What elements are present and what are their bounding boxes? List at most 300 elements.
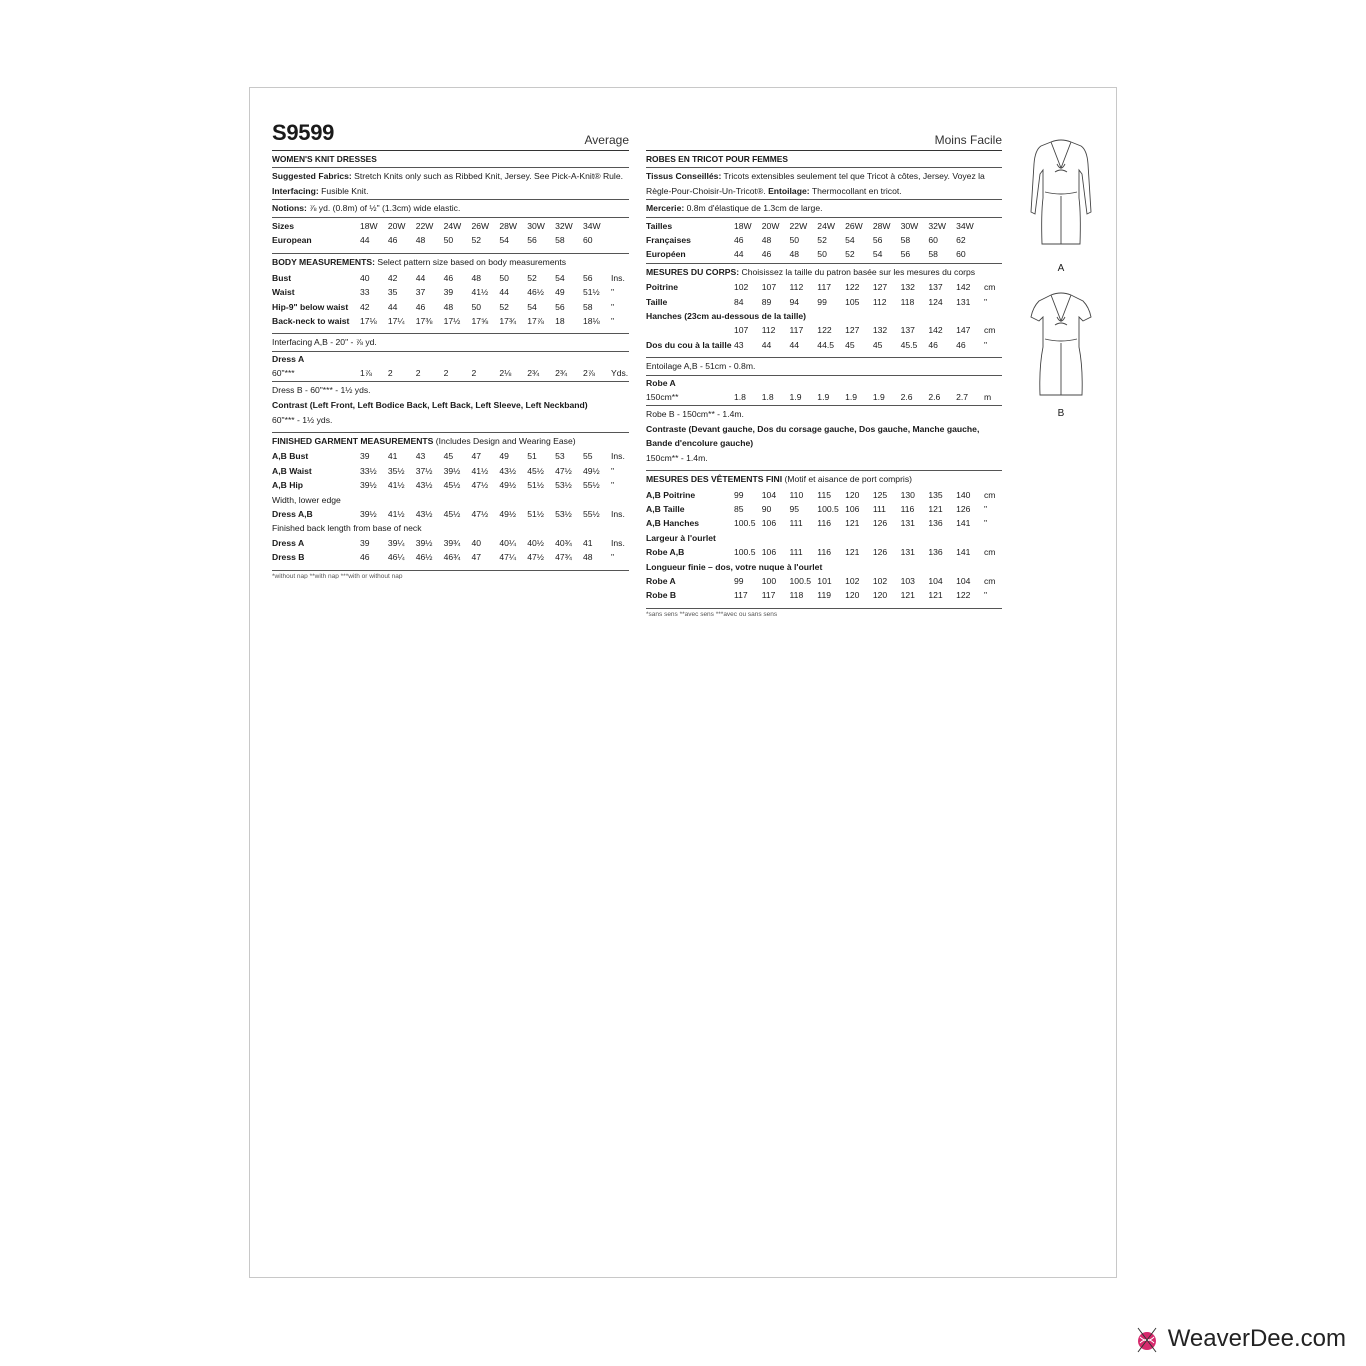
dress-b-sketch	[1021, 287, 1101, 403]
unit-cell: Ins.	[611, 508, 625, 519]
table-cell: 116	[817, 547, 831, 558]
table-cell: 117	[761, 590, 776, 601]
table-cell: 48	[761, 235, 772, 246]
row-label: Robe B	[646, 590, 677, 601]
row-label: Dress B	[272, 552, 305, 563]
table-cell: 131	[900, 547, 915, 558]
unit-cell: Ins.	[611, 451, 625, 462]
table-cell: 45	[872, 339, 883, 350]
table-cell: 43½	[415, 480, 433, 491]
finished-measurements-table-fr	[646, 488, 1002, 531]
yarn-ball-icon	[1132, 1324, 1162, 1354]
table-row	[646, 219, 1002, 233]
table-cell: 46	[443, 272, 454, 283]
table-cell: 47	[471, 552, 482, 563]
table-cell: 47½	[471, 508, 489, 519]
table-row	[646, 545, 1002, 559]
unit-cell: "	[984, 518, 988, 529]
table-cell: 46	[956, 339, 966, 350]
unit-cell: "	[611, 301, 615, 312]
measurement-table	[646, 390, 1002, 404]
header-fr	[646, 88, 1002, 150]
table-cell: 118	[789, 590, 804, 601]
table-cell: 141	[956, 518, 971, 529]
table-cell: 121	[845, 518, 860, 529]
table-cell: 44	[387, 301, 398, 312]
table-row	[646, 338, 1002, 352]
width-label-en: Width, lower edge	[272, 494, 341, 505]
table-row	[646, 295, 1002, 309]
header-en	[272, 88, 629, 150]
width-table-fr	[646, 545, 1002, 559]
table-cell: 136	[928, 518, 943, 529]
table-cell: 127	[872, 282, 888, 293]
row-label: Sizes	[272, 220, 294, 231]
row-label: Bust	[272, 272, 292, 283]
table-cell: 52	[471, 235, 482, 246]
row-label: Back-neck to waist	[272, 316, 350, 327]
table-cell: 17⅞	[527, 316, 544, 327]
measurement-table	[646, 323, 1002, 352]
table-cell: 112	[761, 325, 776, 336]
sketch-a-label: A	[1057, 263, 1065, 274]
table-cell: 117	[817, 282, 831, 293]
contrast-line-fr: Contraste (Devant gauche, Dos du corsage gauche, Dos gauche, Manche gauche, Bande d'encolure gauche)	[646, 423, 980, 449]
table-cell: 100.5	[817, 503, 839, 514]
table-cell: 17⅜	[415, 316, 433, 327]
table-cell: 33	[360, 287, 370, 298]
table-cell: 121	[928, 503, 943, 514]
table-cell: 39½	[443, 465, 461, 476]
table-cell: 2.6	[900, 392, 913, 403]
finished-measurements-heading-en: FINISHED GARMENT MEASUREMENTS (Includes Design and Wearing Ease)	[272, 435, 576, 446]
size-table-en	[272, 218, 629, 249]
notions-fr: Mercerie: 0.8m d'élastique de 1.3cm de large.	[646, 203, 823, 214]
row-label: 60"***	[272, 368, 295, 379]
measurement-table	[646, 488, 1002, 531]
table-row	[272, 536, 629, 550]
table-cell: 35½	[387, 465, 405, 476]
table-cell: 46	[360, 552, 370, 563]
table-cell: 50	[443, 235, 454, 246]
table-cell: 20W	[761, 220, 780, 231]
garment-title-fr: ROBES EN TRICOT POUR FEMMES	[646, 154, 788, 164]
table-cell: 53½	[555, 508, 572, 519]
table-cell: 44	[415, 272, 426, 283]
table-cell: 37½	[415, 465, 433, 476]
unit-cell: cm	[984, 575, 996, 586]
table-cell: 17⅛	[360, 316, 377, 327]
table-cell: 39½	[360, 508, 377, 519]
table-cell: 41	[387, 451, 398, 462]
measurement-table	[272, 219, 629, 248]
table-cell: 58	[928, 249, 938, 260]
table-cell: 102	[734, 282, 749, 293]
table-cell: 89	[761, 296, 772, 307]
table-cell: 118	[900, 296, 915, 307]
table-cell: 30W	[527, 220, 545, 231]
row-label: A,B Bust	[272, 451, 309, 462]
table-cell: 48	[471, 272, 482, 283]
table-cell: 39	[360, 537, 370, 548]
table-cell: 37	[415, 287, 426, 298]
table-row	[272, 550, 629, 564]
table-cell: 44	[360, 235, 370, 246]
table-cell: 120	[845, 590, 860, 601]
table-cell: 101	[817, 575, 832, 586]
unit-cell	[611, 219, 629, 233]
unit-cell: "	[984, 339, 988, 350]
difficulty-level-fr: Moins Facile	[934, 133, 1002, 147]
table-cell: 112	[789, 282, 804, 293]
table-cell: 142	[928, 325, 943, 336]
row-label: A,B Hanches	[646, 518, 700, 529]
table-cell: 137	[900, 325, 915, 336]
table-row	[272, 478, 629, 492]
table-cell: 17¾	[499, 316, 517, 327]
table-cell: 51½	[583, 287, 600, 298]
table-cell: 85	[734, 503, 744, 514]
unit-cell: "	[611, 316, 615, 327]
table-cell: 51½	[527, 508, 544, 519]
table-cell: 104	[956, 575, 971, 586]
table-cell: 131	[956, 296, 971, 307]
table-cell: 54	[872, 249, 883, 260]
table-cell: 46¼	[387, 552, 405, 563]
table-cell: 58	[555, 235, 565, 246]
unit-cell	[984, 233, 1002, 247]
unit-cell: cm	[984, 282, 996, 293]
table-cell: 34W	[956, 220, 974, 231]
table-cell: 50	[817, 249, 827, 260]
table-cell: 58	[583, 301, 593, 312]
table-cell: 130	[900, 489, 915, 500]
table-cell: 126	[872, 547, 888, 558]
table-cell: 46½	[415, 552, 433, 563]
interfacing-line-en: Interfacing A,B - 20" - ⅞ yd.	[272, 337, 377, 348]
unit-cell: cm	[984, 489, 996, 500]
dress-a-yardage-en	[272, 366, 629, 380]
unit-cell: "	[984, 503, 988, 514]
size-table-fr	[646, 218, 1002, 263]
body-measurements-heading-fr: MESURES DU CORPS: Choisissez la taille du patron basée sur les mesures du corps	[646, 266, 976, 277]
table-cell: 60	[956, 249, 966, 260]
table-cell: 2¾	[555, 368, 568, 379]
row-label: Dress A	[272, 537, 305, 548]
suggested-fabrics-en: Suggested Fabrics: Stretch Knits only such as Ribbed Knit, Jersey. See Pick-A-Knit® Rule. Interfacing: Fusible Knit.	[272, 171, 624, 196]
table-cell: 17¼	[387, 316, 405, 327]
table-cell: 2.6	[928, 392, 941, 403]
table-cell: 43	[734, 339, 744, 350]
table-row	[646, 280, 1002, 294]
body-measurements-table-fr	[646, 280, 1002, 309]
table-cell: 103	[900, 575, 915, 586]
notions-en: Notions: ⅞ yd. (0.8m) of ½" (1.3cm) wide elastic.	[272, 203, 461, 214]
unit-cell: Ins.	[611, 272, 625, 283]
table-cell: 51½	[527, 480, 544, 491]
table-cell: 119	[817, 590, 831, 601]
table-cell: 100	[761, 575, 777, 586]
dress-a-sketch	[1021, 134, 1101, 258]
table-cell: 95	[789, 503, 800, 514]
dress-b-line-fr: Robe B - 150cm** - 1.4m.	[646, 408, 744, 419]
table-cell: 131	[900, 518, 915, 529]
table-cell: 105	[845, 296, 860, 307]
table-cell: 121	[845, 547, 860, 558]
table-row	[646, 390, 1002, 404]
table-cell: 46	[387, 235, 398, 246]
table-cell: 53½	[555, 480, 572, 491]
body-measurements-table2-fr	[646, 323, 1002, 352]
table-cell: 47½	[471, 480, 489, 491]
table-cell: 132	[900, 282, 915, 293]
table-cell: 90	[761, 503, 772, 514]
table-cell: 39½	[360, 480, 377, 491]
table-cell: 60	[928, 235, 938, 246]
table-cell: 47½	[527, 552, 544, 563]
unit-cell	[611, 233, 629, 247]
row-label: Dress A,B	[272, 508, 313, 519]
table-cell: 43½	[415, 508, 433, 519]
table-cell: 48	[583, 552, 593, 563]
table-cell: 18	[555, 316, 565, 327]
table-row	[646, 247, 1002, 261]
table-cell: 117	[734, 590, 748, 601]
sketch-b	[1021, 287, 1101, 420]
dress-b-line-en: Dress B - 60"*** - 1½ yds.	[272, 384, 371, 395]
table-cell: 100.5	[789, 575, 812, 586]
table-cell: 49½	[499, 508, 517, 519]
row-label: A,B Waist	[272, 465, 312, 476]
measurement-table	[272, 507, 629, 521]
unit-cell: cm	[984, 325, 996, 336]
table-cell: 39	[443, 287, 454, 298]
table-cell: 120	[845, 489, 860, 500]
table-cell: 28W	[499, 220, 518, 231]
table-row	[646, 488, 1002, 502]
table-cell: 47¾	[555, 552, 572, 563]
row-label: Taille	[646, 296, 668, 307]
table-row	[272, 507, 629, 521]
table-cell: 45.5	[900, 339, 918, 350]
table-cell: 41½	[471, 287, 489, 298]
table-row	[272, 366, 629, 380]
unit-cell: "	[611, 287, 615, 298]
table-cell: 48	[443, 301, 454, 312]
row-label: Robe A,B	[646, 547, 685, 558]
measurement-table	[646, 219, 1002, 262]
table-cell: 137	[928, 282, 943, 293]
table-cell: 47	[471, 451, 482, 462]
table-cell: 55	[583, 451, 593, 462]
finished-measurements-table-en	[272, 449, 629, 492]
row-label: 150cm**	[646, 392, 679, 403]
table-cell: 122	[845, 282, 860, 293]
interfacing-line-fr: Entoilage A,B - 51cm - 0.8m.	[646, 361, 756, 372]
unit-cell: "	[984, 296, 988, 307]
table-cell: 40	[360, 272, 370, 283]
table-cell: 41	[583, 537, 593, 548]
table-cell: 142	[956, 282, 971, 293]
measurement-table	[272, 271, 629, 329]
table-cell: 121	[900, 590, 915, 601]
table-cell: 2.7	[956, 392, 969, 403]
measurement-table	[646, 574, 1002, 603]
table-cell: 44.5	[817, 339, 835, 350]
table-cell: 32W	[555, 220, 573, 231]
table-cell: 140	[956, 489, 971, 500]
table-cell: 102	[872, 575, 888, 586]
table-cell: 46	[928, 339, 938, 350]
table-cell: 125	[872, 489, 888, 500]
table-cell: 1.8	[734, 392, 746, 403]
table-cell: 44	[734, 249, 744, 260]
table-cell: 45½	[443, 508, 461, 519]
table-cell: 56	[872, 235, 883, 246]
table-cell: 54	[845, 235, 855, 246]
table-cell: 35	[387, 287, 398, 298]
table-cell: 45	[845, 339, 855, 350]
table-cell: 56	[583, 272, 593, 283]
table-row	[272, 233, 629, 247]
table-cell: 56	[555, 301, 565, 312]
dress-a-label-fr: Robe A	[646, 377, 676, 388]
table-cell: 2	[443, 368, 449, 379]
table-cell: 2	[387, 368, 393, 379]
table-row	[272, 464, 629, 478]
difficulty-level-en: Average	[584, 133, 629, 147]
table-cell: 1⅞	[360, 368, 372, 379]
table-cell: 47½	[555, 465, 572, 476]
measurement-table	[272, 366, 629, 380]
table-cell: 52	[817, 235, 827, 246]
table-row	[272, 314, 629, 328]
table-cell: 122	[817, 325, 832, 336]
table-cell: 17½	[443, 316, 461, 327]
table-cell: 50	[499, 272, 509, 283]
row-label: Françaises	[646, 235, 691, 246]
table-cell: 40	[471, 537, 482, 548]
table-cell: 106	[845, 503, 860, 514]
pattern-code: S9599	[272, 120, 335, 145]
table-cell: 99	[734, 489, 744, 500]
table-cell: 18⅛	[583, 316, 600, 327]
footnote-en: *without nap **with nap ***with or without nap	[272, 572, 403, 579]
table-cell: 58	[900, 235, 911, 246]
table-cell: 55½	[583, 480, 600, 491]
row-label: Tailles	[646, 220, 673, 231]
row-label: Européen	[646, 249, 686, 260]
table-cell: 136	[928, 547, 943, 558]
table-cell: 116	[900, 503, 915, 514]
table-cell: 107	[761, 282, 777, 293]
unit-cell: Yds.	[611, 368, 629, 379]
table-cell: 46¾	[443, 552, 461, 563]
table-cell: 112	[872, 296, 887, 307]
table-row	[646, 574, 1002, 588]
table-cell: 40¾	[555, 537, 572, 548]
table-cell: 34W	[583, 220, 601, 231]
table-cell: 53	[555, 451, 565, 462]
table-cell: 24W	[443, 220, 462, 231]
table-cell: 46	[415, 301, 426, 312]
table-cell: 49	[499, 451, 509, 462]
unit-cell: Ins.	[611, 537, 625, 548]
table-cell: 42	[360, 301, 370, 312]
french-column	[646, 88, 1002, 617]
table-cell: 126	[872, 518, 888, 529]
table-cell: 46½	[527, 287, 544, 298]
table-cell: 52	[499, 301, 509, 312]
length-table-fr	[646, 574, 1002, 603]
table-cell: 44	[499, 287, 509, 298]
table-cell: 111	[789, 547, 803, 558]
table-cell: 99	[817, 296, 827, 307]
table-cell: 54	[555, 272, 565, 283]
width-label-fr: Largeur à l'ourlet	[646, 532, 716, 543]
table-cell: 39¾	[443, 537, 461, 548]
table-cell: 44	[789, 339, 800, 350]
table-cell: 41½	[387, 508, 405, 519]
table-row	[646, 502, 1002, 516]
table-cell: 48	[789, 249, 800, 260]
unit-cell: "	[611, 465, 615, 476]
table-row	[272, 271, 629, 285]
table-cell: 2	[471, 368, 477, 379]
pattern-envelope-back	[249, 87, 1117, 1278]
unit-cell: "	[984, 590, 988, 601]
row-label: A,B Poitrine	[646, 489, 696, 500]
table-row	[646, 323, 1002, 337]
watermark	[1132, 1324, 1346, 1354]
table-cell: 116	[817, 518, 831, 529]
body-measurements-table-en	[272, 271, 629, 329]
measurement-table	[646, 545, 1002, 559]
table-cell: 41½	[387, 480, 405, 491]
table-cell: 132	[872, 325, 888, 336]
table-cell: 18W	[360, 220, 378, 231]
table-cell: 50	[789, 235, 800, 246]
table-cell: 106	[761, 547, 777, 558]
table-cell: 104	[761, 489, 777, 500]
row-label: Robe A	[646, 575, 676, 586]
table-cell: 22W	[789, 220, 808, 231]
table-cell: 2⅞	[583, 368, 595, 379]
row-label: Poitrine	[646, 282, 678, 293]
measurement-table	[272, 449, 629, 492]
footnote-fr: *sans sens **avec sens ***avec ou sans sens	[646, 610, 778, 617]
table-cell: 46	[734, 235, 744, 246]
table-cell: 46	[761, 249, 772, 260]
length-label-en: Finished back length from base of neck	[272, 523, 422, 534]
table-cell: 40¼	[499, 537, 517, 548]
row-label	[646, 323, 734, 337]
contrast-sub-fr: 150cm** - 1.4m.	[646, 452, 708, 463]
contrast-sub-en: 60"*** - 1½ yds.	[272, 414, 333, 425]
table-cell: 50	[471, 301, 482, 312]
table-cell: 1.9	[872, 392, 885, 403]
table-cell: 127	[845, 325, 860, 336]
unit-cell	[984, 219, 1002, 233]
table-cell: 117	[789, 325, 804, 336]
hips-label-fr: Hanches (23cm au-dessous de la taille)	[646, 311, 806, 322]
table-cell: 24W	[817, 220, 835, 231]
table-cell: 33½	[360, 465, 377, 476]
table-cell: 110	[789, 489, 804, 500]
garment-title-en: WOMEN'S KNIT DRESSES	[272, 154, 377, 164]
table-cell: 126	[956, 503, 971, 514]
table-cell: 22W	[415, 220, 434, 231]
